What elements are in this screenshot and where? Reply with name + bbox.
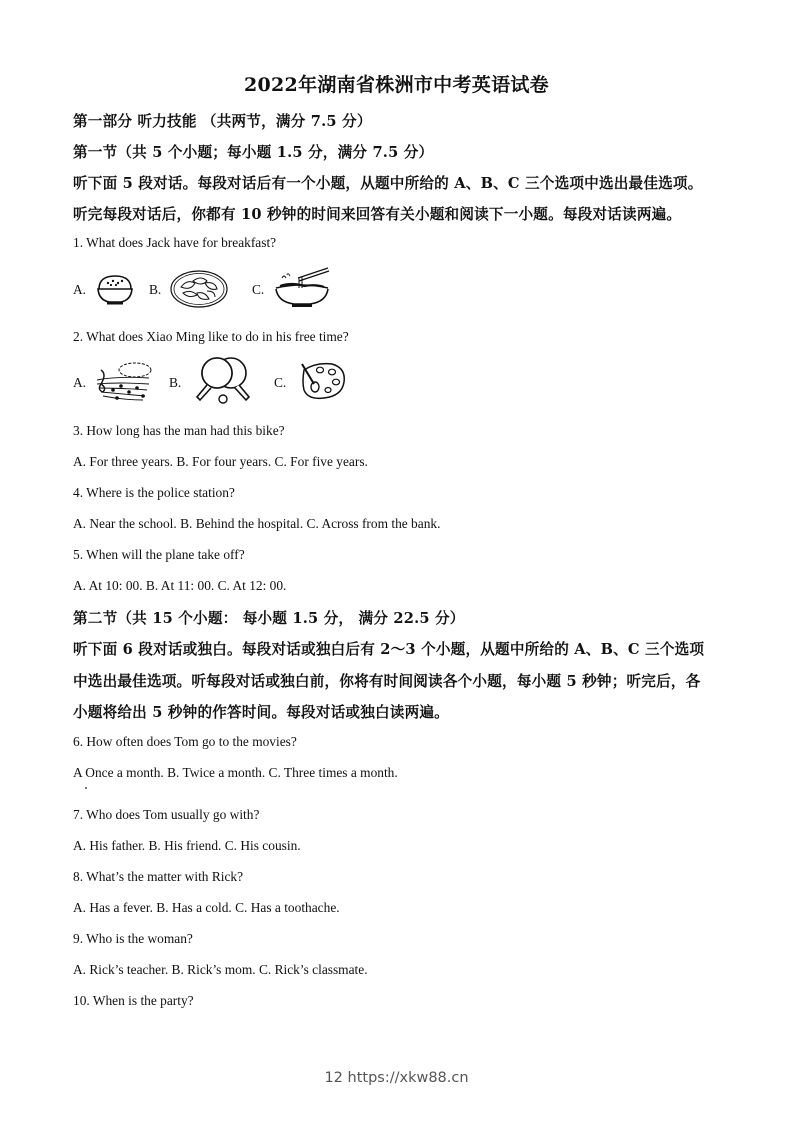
question-2-image-options: A. B. C. [73, 358, 373, 406]
question-8-options: A. Has a fever. B. Has a cold. C. Has a toothache. [73, 900, 340, 915]
question-7-options: A. His father. B. His friend. C. His cousin. [73, 838, 301, 853]
question-5-options: A. At 10: 00. B. At 11: 00. C. At 12: 00. [73, 578, 287, 593]
ping-pong-paddles-icon [193, 355, 255, 405]
noodles-bowl-icon [272, 264, 332, 310]
dumplings-plate-icon [169, 269, 229, 309]
question-6-options: A Once a month. B. Twice a month. C. Three times a month. [73, 765, 398, 780]
question-2: 2. What does Xiao Ming like to do in his free time? [73, 329, 349, 344]
rice-bowl-icon [95, 272, 135, 306]
question-6: 6. How often does Tom go to the movies? [73, 734, 297, 749]
section2-instruction-3: 小题将给出 5 秒钟的作答时间。每段对话或独白读两遍。 [73, 704, 449, 721]
question-9: 9. Who is the woman? [73, 931, 193, 946]
question-4-options: A. Near the school. B. Behind the hospital. C. Across from the bank. [73, 516, 441, 531]
music-notes-icon [93, 360, 155, 404]
question-4: 4. Where is the police station? [73, 485, 235, 500]
section2-instruction-2: 中选出最佳选项。听每段对话或独白前，你将有时间阅读各个小题，每小题 5 秒钟；听完后，各 [73, 673, 701, 690]
section1-instruction-1: 听下面 5 段对话。每段对话后有一个小题，从题中所给的 A、B、C 三个选项中选出最佳选项。 [73, 175, 703, 192]
paint-palette-icon [296, 360, 348, 402]
part1-heading: 第一部分 听力技能 （共两节，满分 7.5 分） [73, 113, 372, 130]
section1-instruction-2: 听完每段对话后，你都有 10 秒钟的时间来回答有关小题和阅读下一小题。每段对话读两遍。 [73, 206, 682, 223]
question-3: 3. How long has the man had this bike? [73, 423, 285, 438]
page-title: 2022年湖南省株洲市中考英语试卷 [244, 74, 549, 96]
scan-artifact [85, 787, 87, 789]
question-5: 5. When will the plane take off? [73, 547, 245, 562]
section2-instruction-1: 听下面 6 段对话或独白。每段对话或独白后有 2～3 个小题，从题中所给的 A、B、C 三个选项 [73, 641, 705, 658]
page-footer: 12 https://xkw88.cn [324, 1070, 469, 1086]
question-1: 1. What does Jack have for breakfast? [73, 235, 277, 250]
question-3-options: A. For three years. B. For four years. C. For five years. [73, 454, 368, 469]
section1-heading: 第一节（共 5 个小题；每小题 1.5 分，满分 7.5 分） [73, 144, 434, 161]
question-9-options: A. Rick’s teacher. B. Rick’s mom. C. Rick’s classmate. [73, 962, 368, 977]
question-8: 8. What’s the matter with Rick? [73, 869, 244, 884]
question-1-image-options: A. B. C. [73, 266, 373, 314]
question-10: 10. When is the party? [73, 993, 194, 1008]
section2-heading: 第二节（共 15 个小题： 每小题 1.5 分， 满分 22.5 分） [73, 610, 465, 627]
question-7: 7. Who does Tom usually go with? [73, 807, 260, 822]
